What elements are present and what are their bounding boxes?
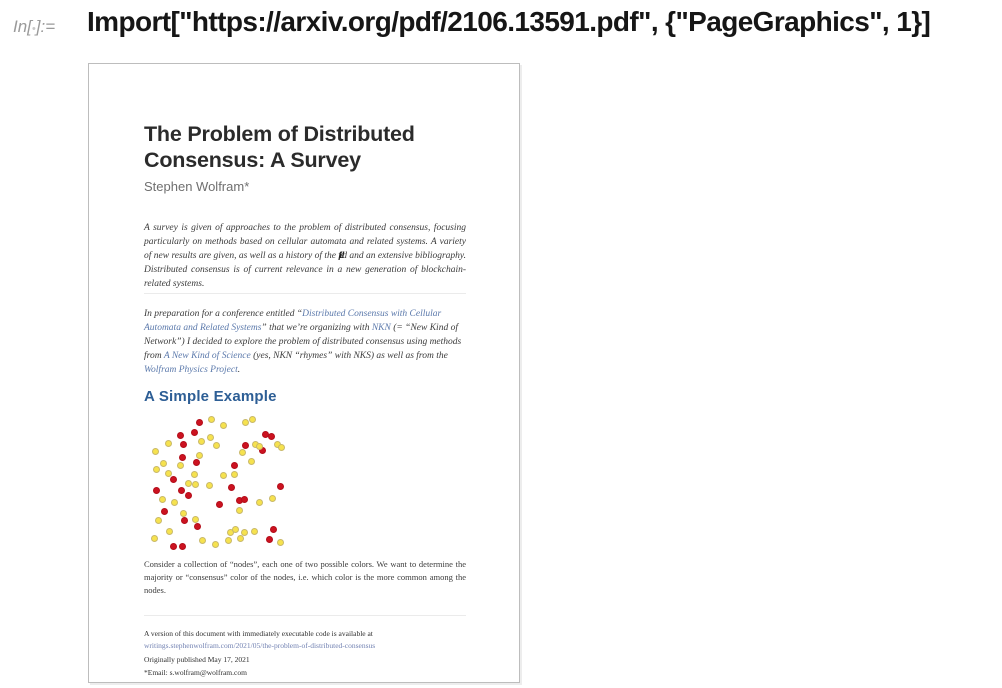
figure-caption: Consider a collection of “nodes”, each one of two possible colors. We want to determine the majority or “consensus” color of the nodes, i.e. which color is the more common among the nodes. (144, 559, 466, 595)
node-dot-red (170, 543, 177, 550)
paper-title: The Problem of Distributed Consensus: A Survey (144, 122, 415, 172)
node-dot-red (161, 508, 168, 515)
node-dot-yellow (165, 440, 172, 447)
divider-rule (144, 293, 466, 294)
node-dot-yellow (239, 449, 246, 456)
nks-link: A New Kind of Science (163, 351, 251, 361)
paper-author: Stephen Wolfram* (144, 179, 250, 194)
node-dot-red (194, 523, 201, 530)
node-dot-yellow (198, 438, 205, 445)
node-dot-yellow (192, 516, 199, 523)
import-command-input[interactable]: Import["https://arxiv.org/pdf/2106.13591.pdf", {"PageGraphics", 1}] (87, 6, 931, 37)
physics-project-link: Wolfram Physics Project (144, 365, 238, 375)
intro-text-1: In preparation for a conference entitled “ (144, 309, 303, 319)
node-dot-yellow (153, 466, 160, 473)
node-dot-yellow (278, 444, 285, 451)
node-dot-red (266, 536, 273, 543)
paper-abstract (144, 221, 466, 291)
node-dot-red (228, 484, 235, 491)
node-dot-red (242, 442, 249, 449)
node-dot-red (179, 543, 186, 550)
node-dot-yellow (160, 460, 167, 467)
conference-link: Distributed Consensus with Cellular Automata and Related Systems (144, 309, 442, 333)
footnote-block (144, 628, 466, 679)
node-dot-yellow (251, 528, 258, 535)
node-dot-yellow (241, 529, 248, 536)
node-dot-yellow (256, 443, 263, 450)
node-dot-yellow (269, 495, 276, 502)
node-dot-yellow (242, 419, 249, 426)
node-dot-yellow (220, 472, 227, 479)
node-dot-yellow (192, 481, 199, 488)
nkn-link: NKN (371, 323, 391, 333)
node-dot-yellow (208, 416, 215, 423)
footnote-availability-text: A version of this document with immediately executable code is available at (144, 629, 373, 638)
node-dot-yellow (207, 434, 214, 441)
node-dot-yellow (277, 539, 284, 546)
node-dot-yellow (206, 482, 213, 489)
node-dot-red (231, 462, 238, 469)
intro-paragraph (144, 307, 466, 377)
node-dot-red (193, 459, 200, 466)
input-label-placeholder-dot: • (31, 23, 36, 35)
node-dot-red (241, 496, 248, 503)
node-dot-yellow (152, 448, 159, 455)
node-dot-yellow (232, 526, 239, 533)
node-dot-red (180, 441, 187, 448)
nodes-scatter-plot (145, 410, 291, 551)
node-dot-yellow (155, 517, 162, 524)
intro-text-4: (yes, NKN “rhymes” with NKS) as well as from the (250, 351, 448, 361)
node-dot-yellow (159, 496, 166, 503)
node-dot-yellow (237, 535, 244, 542)
node-dot-yellow (166, 528, 173, 535)
writings-url-link: writings.stephenwolfram.com/2021/05/the-problem-of-distributed-consensus (144, 641, 376, 650)
node-dot-red (196, 419, 203, 426)
node-dot-red (216, 501, 223, 508)
intro-text-2: ” that we’re organizing with (261, 323, 372, 333)
node-dot-yellow (256, 499, 263, 506)
node-dot-yellow (225, 537, 232, 544)
node-dot-red (277, 483, 284, 490)
abstract-text-2: d and an extensive bibliography. Distributed consensus is of current relevance in a new generation of blockchain-related systems. (144, 251, 466, 289)
node-dot-yellow (185, 480, 192, 487)
node-dot-red (179, 454, 186, 461)
node-dot-yellow (220, 422, 227, 429)
node-dot-yellow (165, 470, 172, 477)
node-dot-red (191, 429, 198, 436)
abstract-text-1: A survey is given of approaches to the problem of distributed consensus, focusing particularly on methods based on cellular automata and related systems. A variety of new results are given, as well as a history of the (144, 223, 466, 261)
node-dot-yellow (213, 442, 220, 449)
published-date-text: Originally published May 17, 2021 (144, 655, 250, 664)
node-dot-yellow (177, 462, 184, 469)
footnote-rule (144, 615, 466, 616)
node-dot-red (270, 526, 277, 533)
author-email-text: *Email: s.wolfram@wolfram.com (144, 668, 247, 677)
node-dot-yellow (231, 471, 238, 478)
node-dot-red (268, 433, 275, 440)
intro-text-5: . (237, 365, 241, 375)
node-dot-yellow (151, 535, 158, 542)
node-dot-red (153, 487, 160, 494)
node-dot-yellow (199, 537, 206, 544)
node-dot-red (177, 432, 184, 439)
node-dot-yellow (248, 458, 255, 465)
input-cell-label (13, 17, 55, 37)
node-dot-yellow (212, 541, 219, 548)
pdf-page-graphic[interactable] (88, 63, 520, 683)
pdf-page-content (89, 64, 519, 679)
abstract-glitched-word: fiel (338, 251, 343, 261)
node-dot-red (181, 517, 188, 524)
section-heading-simple-example: A Simple Example (144, 388, 277, 405)
node-dot-red (178, 487, 185, 494)
input-label-pre: In[ (13, 17, 32, 36)
node-dot-yellow (180, 510, 187, 517)
node-dot-red (185, 492, 192, 499)
node-dot-yellow (236, 507, 243, 514)
node-dot-yellow (191, 471, 198, 478)
node-dot-yellow (196, 452, 203, 459)
input-label-post: ]:= (35, 17, 56, 36)
node-dot-yellow (249, 416, 256, 423)
node-dot-red (170, 476, 177, 483)
intro-text-3: (= “New Kind of Network”) I decided to explore the problem of distributed consensus using methods from (144, 323, 462, 361)
node-dot-yellow (171, 499, 178, 506)
